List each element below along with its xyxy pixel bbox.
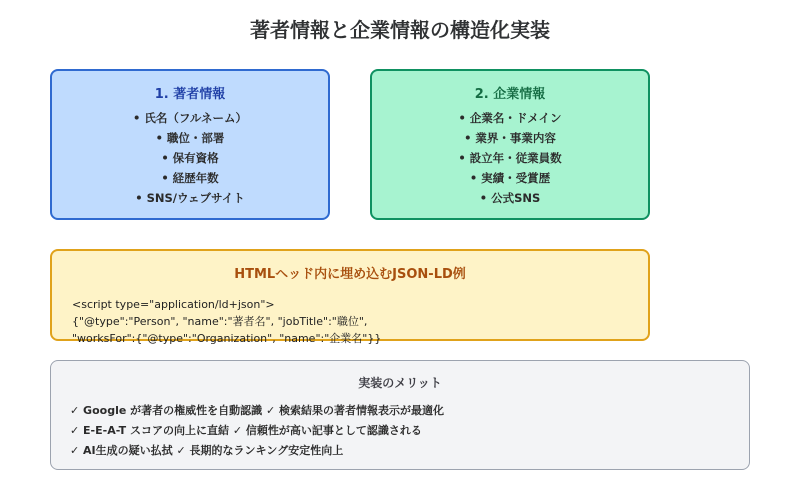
code-block bbox=[52, 296, 648, 347]
author-info-list bbox=[52, 108, 328, 208]
company-info-list bbox=[372, 108, 648, 208]
page-title: 著者情報と企業情報の構造化実装 bbox=[250, 18, 550, 42]
list-item: • 保有資格 bbox=[52, 148, 328, 168]
jsonld-example-box bbox=[50, 249, 650, 345]
code-line: {"@type":"Person", "name":"著者名", "jobTitle":"職位", bbox=[72, 315, 368, 328]
code-line: <script type="application/ld+json"> bbox=[72, 298, 275, 311]
list-item: • 設立年・従業員数 bbox=[372, 148, 648, 168]
list-item: • 経歴年数 bbox=[52, 168, 328, 188]
company-info-box bbox=[370, 69, 650, 220]
merits-list bbox=[51, 401, 749, 461]
merit-line: ✓ AI生成の疑い払拭 ✓ 長期的なランキング安定性向上 bbox=[70, 444, 344, 457]
merit-line: ✓ Google が著者の権威性を自動認識 ✓ 検索結果の著者情報表示が最適化 bbox=[70, 404, 444, 417]
list-item: • SNS/ウェブサイト bbox=[52, 188, 328, 208]
merit-line: ✓ E-E-A-T スコアの向上に直結 ✓ 信頼性が高い記事として認識される bbox=[70, 424, 422, 437]
list-item: • 職位・部署 bbox=[52, 128, 328, 148]
list-item: • 実績・受賞歴 bbox=[372, 168, 648, 188]
author-info-heading: 1. 著者情報 bbox=[154, 87, 226, 102]
code-line: "worksFor":{"@type":"Organization", "name":"企業名"}} bbox=[72, 332, 382, 345]
company-info-heading: 2. 企業情報 bbox=[474, 87, 546, 102]
merits-box bbox=[50, 360, 750, 470]
jsonld-heading: HTMLヘッド内に埋め込むJSON-LD例 bbox=[234, 267, 466, 282]
list-item: • 氏名（フルネーム） bbox=[52, 108, 328, 128]
list-item: • 企業名・ドメイン bbox=[372, 108, 648, 128]
list-item: • 業界・事業内容 bbox=[372, 128, 648, 148]
author-info-box bbox=[50, 69, 330, 220]
merits-heading: 実装のメリット bbox=[358, 376, 442, 390]
list-item: • 公式SNS bbox=[372, 188, 648, 208]
